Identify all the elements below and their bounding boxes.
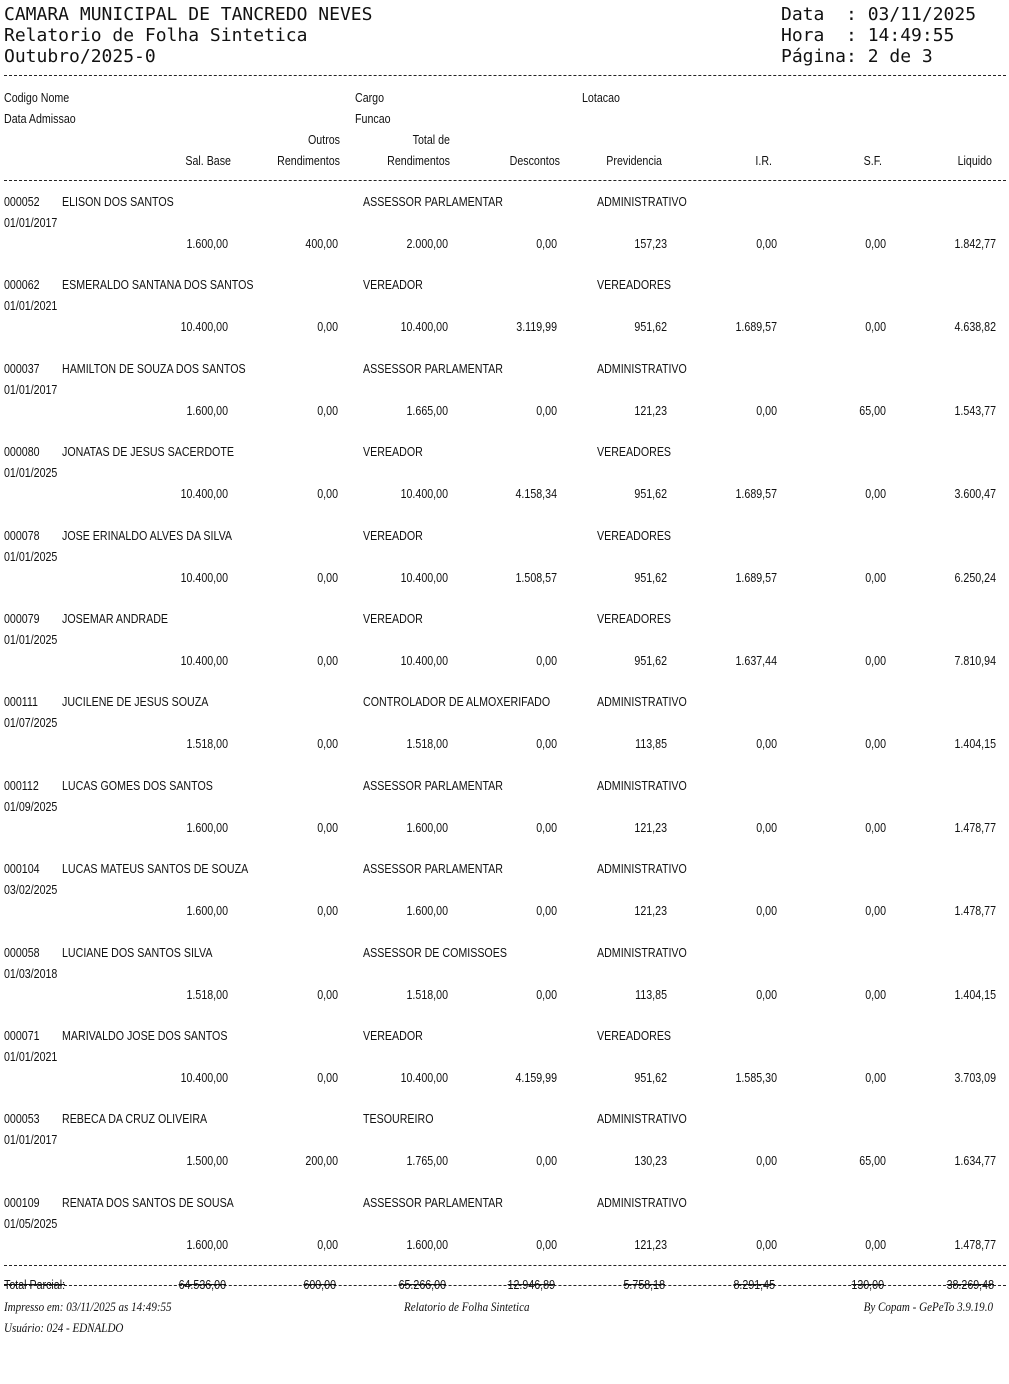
totals-descontos: 12.946,89 — [507, 1277, 555, 1292]
col-total-2: Rendimentos — [387, 153, 450, 168]
employee-name: JONATAS DE JESUS SACERDOTE — [62, 444, 234, 459]
employee-liquido: 1.404,15 — [954, 736, 996, 751]
employee-ir: 0,00 — [756, 903, 777, 918]
employee-name: JOSEMAR ANDRADE — [62, 611, 169, 626]
employee-sal-base: 10.400,00 — [180, 653, 228, 668]
employee-record — [0, 444, 1009, 528]
employee-record — [0, 277, 1009, 361]
employee-sal-base: 10.400,00 — [180, 570, 228, 585]
employee-descontos: 0,00 — [536, 736, 557, 751]
employee-sal-base: 1.518,00 — [186, 987, 228, 1002]
employee-ir: 1.689,57 — [735, 319, 777, 334]
employee-previdencia: 951,62 — [634, 1070, 667, 1085]
employee-admissao: 03/02/2025 — [4, 882, 58, 897]
totals-label: Total Parcial: — [4, 1277, 66, 1292]
employee-ir: 0,00 — [756, 403, 777, 418]
col-lotacao: Lotacao — [582, 90, 620, 105]
report-title: Relatorio de Folha Sintetica — [4, 25, 308, 46]
employee-lotacao: ADMINISTRATIVO — [597, 194, 687, 209]
employee-descontos: 0,00 — [536, 1153, 557, 1168]
report-date: Data : 03/11/2025 — [781, 4, 977, 25]
org-name: CAMARA MUNICIPAL DE TANCREDO NEVES — [4, 4, 373, 25]
totals-total: 65.266,00 — [398, 1277, 446, 1292]
employee-sal-base: 1.500,00 — [186, 1153, 228, 1168]
employee-record — [0, 861, 1009, 945]
employee-outros: 0,00 — [317, 319, 338, 334]
employee-sf: 65,00 — [859, 403, 886, 418]
employee-total: 1.518,00 — [406, 736, 448, 751]
employee-previdencia: 121,23 — [634, 820, 667, 835]
totals-strike — [4, 1285, 1006, 1286]
totals-outros: 600,00 — [303, 1277, 336, 1292]
employee-outros: 0,00 — [317, 736, 338, 751]
employee-cargo: TESOUREIRO — [363, 1111, 434, 1126]
employee-previdencia: 113,85 — [635, 736, 667, 751]
employee-admissao: 01/01/2021 — [4, 1049, 58, 1064]
employee-descontos: 4.159,99 — [515, 1070, 557, 1085]
employee-record — [0, 194, 1009, 278]
employee-code: 000071 — [4, 1028, 40, 1043]
employee-admissao: 01/09/2025 — [4, 799, 58, 814]
col-previdencia: Previdencia — [606, 153, 662, 168]
employee-liquido: 1.543,77 — [954, 403, 996, 418]
employee-lotacao: VEREADORES — [597, 444, 672, 459]
employee-lotacao: ADMINISTRATIVO — [597, 361, 687, 376]
employee-previdencia: 130,23 — [634, 1153, 667, 1168]
employee-outros: 200,00 — [305, 1153, 338, 1168]
employee-sal-base: 1.600,00 — [186, 1237, 228, 1252]
employee-sf: 0,00 — [865, 1237, 886, 1252]
employee-admissao: 01/01/2017 — [4, 215, 58, 230]
employee-sf: 0,00 — [865, 570, 886, 585]
employee-liquido: 7.810,94 — [954, 653, 996, 668]
divider — [4, 1265, 1006, 1266]
col-cargo: Cargo — [355, 90, 385, 105]
employee-liquido: 1.634,77 — [954, 1153, 996, 1168]
employee-name: JOSE ERINALDO ALVES DA SILVA — [62, 528, 233, 543]
employee-outros: 0,00 — [317, 486, 338, 501]
employee-lotacao: ADMINISTRATIVO — [597, 1195, 687, 1210]
employee-descontos: 3.119,99 — [516, 319, 557, 334]
footer-title: Relatorio de Folha Sintetica — [404, 1299, 530, 1314]
employee-ir: 1.689,57 — [735, 570, 777, 585]
employee-record — [0, 1028, 1009, 1112]
employee-outros: 0,00 — [317, 1070, 338, 1085]
employee-sal-base: 10.400,00 — [180, 486, 228, 501]
employee-total: 10.400,00 — [400, 653, 448, 668]
employee-sf: 0,00 — [865, 653, 886, 668]
employee-admissao: 01/01/2021 — [4, 298, 58, 313]
employee-sf: 0,00 — [865, 1070, 886, 1085]
employee-cargo: VEREADOR — [363, 277, 423, 292]
employee-total: 10.400,00 — [400, 319, 448, 334]
employee-cargo: ASSESSOR PARLAMENTAR — [363, 194, 504, 209]
employee-name: HAMILTON DE SOUZA DOS SANTOS — [62, 361, 246, 376]
col-sal-base: Sal. Base — [185, 153, 231, 168]
employee-code: 000053 — [4, 1111, 40, 1126]
employee-liquido: 1.842,77 — [954, 236, 996, 251]
employee-previdencia: 121,23 — [634, 403, 667, 418]
employee-cargo: ASSESSOR PARLAMENTAR — [363, 778, 504, 793]
employee-previdencia: 113,85 — [635, 987, 667, 1002]
employee-outros: 0,00 — [317, 570, 338, 585]
employee-admissao: 01/01/2017 — [4, 382, 58, 397]
employee-record — [0, 361, 1009, 445]
employee-sf: 0,00 — [865, 486, 886, 501]
employee-record — [0, 1195, 1009, 1279]
col-data-admissao: Data Admissao — [4, 111, 76, 126]
employee-cargo: VEREADOR — [363, 611, 423, 626]
col-outros-1: Outros — [308, 132, 340, 147]
employee-code: 000037 — [4, 361, 40, 376]
employee-admissao: 01/01/2025 — [4, 632, 58, 647]
employee-name: LUCIANE DOS SANTOS SILVA — [62, 945, 213, 960]
employee-sf: 65,00 — [859, 1153, 886, 1168]
employee-cargo: ASSESSOR DE COMISSOES — [363, 945, 507, 960]
employee-name: ELISON DOS SANTOS — [62, 194, 174, 209]
employee-record — [0, 945, 1009, 1029]
employee-sf: 0,00 — [865, 236, 886, 251]
employee-code: 000052 — [4, 194, 40, 209]
employee-previdencia: 951,62 — [634, 653, 667, 668]
col-total-1: Total de — [412, 132, 450, 147]
totals-sal-base: 64.536,00 — [178, 1277, 226, 1292]
employee-total: 1.765,00 — [406, 1153, 448, 1168]
employee-ir: 0,00 — [756, 1153, 777, 1168]
employee-sal-base: 10.400,00 — [180, 319, 228, 334]
employee-lotacao: VEREADORES — [597, 277, 672, 292]
report-time: Hora : 14:49:55 — [781, 25, 955, 46]
employee-sf: 0,00 — [865, 319, 886, 334]
employee-record — [0, 778, 1009, 862]
employee-admissao: 01/05/2025 — [4, 1216, 58, 1231]
employee-liquido: 6.250,24 — [954, 570, 996, 585]
employee-outros: 0,00 — [317, 1237, 338, 1252]
employee-total: 1.600,00 — [406, 1237, 448, 1252]
employee-lotacao: ADMINISTRATIVO — [597, 778, 687, 793]
employee-sal-base: 1.600,00 — [186, 903, 228, 918]
employee-lotacao: ADMINISTRATIVO — [597, 945, 687, 960]
footer-printed: Impresso em: 03/11/2025 as 14:49:55 — [4, 1299, 172, 1314]
employee-code: 000079 — [4, 611, 40, 626]
totals-liquido: 38.269,48 — [946, 1277, 994, 1292]
page-indicator: Página: 2 de 3 — [781, 46, 933, 67]
employee-descontos: 0,00 — [536, 236, 557, 251]
employee-record — [0, 611, 1009, 695]
employee-lotacao: ADMINISTRATIVO — [597, 861, 687, 876]
employee-name: LUCAS MATEUS SANTOS DE SOUZA — [62, 861, 249, 876]
employee-ir: 0,00 — [756, 236, 777, 251]
employee-ir: 0,00 — [756, 736, 777, 751]
report-period: Outubro/2025-0 — [4, 46, 156, 67]
col-descontos: Descontos — [509, 153, 560, 168]
employee-ir: 1.637,44 — [735, 653, 777, 668]
employee-sf: 0,00 — [865, 987, 886, 1002]
employee-ir: 1.585,30 — [735, 1070, 777, 1085]
employee-descontos: 0,00 — [536, 403, 557, 418]
employee-cargo: ASSESSOR PARLAMENTAR — [363, 361, 504, 376]
employee-name: RENATA DOS SANTOS DE SOUSA — [62, 1195, 234, 1210]
employee-outros: 0,00 — [317, 403, 338, 418]
employee-cargo: ASSESSOR PARLAMENTAR — [363, 861, 504, 876]
employee-liquido: 1.478,77 — [954, 1237, 996, 1252]
employee-admissao: 01/03/2018 — [4, 966, 58, 981]
employee-sf: 0,00 — [865, 820, 886, 835]
employee-liquido: 1.404,15 — [954, 987, 996, 1002]
employee-previdencia: 951,62 — [634, 319, 667, 334]
employee-total: 2.000,00 — [406, 236, 448, 251]
employee-code: 000078 — [4, 528, 40, 543]
totals-sf: 130,00 — [851, 1277, 884, 1292]
employee-outros: 0,00 — [317, 653, 338, 668]
col-ir: I.R. — [755, 153, 772, 168]
col-liquido: Liquido — [957, 153, 992, 168]
totals-previdencia: 5.758,18 — [623, 1277, 665, 1292]
employee-sf: 0,00 — [865, 903, 886, 918]
employee-sal-base: 10.400,00 — [180, 1070, 228, 1085]
employee-code: 000062 — [4, 277, 40, 292]
employee-descontos: 0,00 — [536, 1237, 557, 1252]
employee-cargo: VEREADOR — [363, 528, 423, 543]
employee-total: 10.400,00 — [400, 570, 448, 585]
employee-total: 1.600,00 — [406, 820, 448, 835]
employee-lotacao: VEREADORES — [597, 528, 672, 543]
employee-cargo: CONTROLADOR DE ALMOXERIFADO — [363, 694, 551, 709]
employee-admissao: 01/01/2025 — [4, 465, 58, 480]
employee-lotacao: VEREADORES — [597, 1028, 672, 1043]
employee-cargo: VEREADOR — [363, 444, 423, 459]
footer-by: By Copam - GePeTo 3.9.19.0 — [863, 1299, 993, 1314]
employee-liquido: 3.703,09 — [954, 1070, 996, 1085]
employee-name: ESMERALDO SANTANA DOS SANTOS — [62, 277, 254, 292]
employee-total: 10.400,00 — [400, 486, 448, 501]
employee-sal-base: 1.600,00 — [186, 820, 228, 835]
employee-descontos: 0,00 — [536, 903, 557, 918]
employee-sf: 0,00 — [865, 736, 886, 751]
employee-sal-base: 1.600,00 — [186, 403, 228, 418]
employee-outros: 400,00 — [305, 236, 338, 251]
employee-ir: 0,00 — [756, 820, 777, 835]
employee-record — [0, 694, 1009, 778]
employee-name: JUCILENE DE JESUS SOUZA — [62, 694, 209, 709]
employee-total: 1.600,00 — [406, 903, 448, 918]
employee-total: 1.518,00 — [406, 987, 448, 1002]
employee-descontos: 0,00 — [536, 820, 557, 835]
employee-name: REBECA DA CRUZ OLIVEIRA — [62, 1111, 208, 1126]
employee-ir: 1.689,57 — [735, 486, 777, 501]
employee-descontos: 4.158,34 — [515, 486, 557, 501]
employee-code: 000111 — [4, 694, 38, 709]
employee-ir: 0,00 — [756, 987, 777, 1002]
employee-descontos: 0,00 — [536, 653, 557, 668]
employee-liquido: 4.638,82 — [954, 319, 996, 334]
employee-name: MARIVALDO JOSE DOS SANTOS — [62, 1028, 228, 1043]
employee-code: 000109 — [4, 1195, 40, 1210]
employee-outros: 0,00 — [317, 903, 338, 918]
employee-record — [0, 528, 1009, 612]
col-sf: S.F. — [863, 153, 882, 168]
employee-sal-base: 1.600,00 — [186, 236, 228, 251]
col-funcao: Funcao — [355, 111, 391, 126]
employee-record — [0, 1111, 1009, 1195]
employee-sal-base: 1.518,00 — [186, 736, 228, 751]
employee-cargo: ASSESSOR PARLAMENTAR — [363, 1195, 504, 1210]
footer-user: Usuário: 024 - EDNALDO — [4, 1320, 124, 1335]
employee-admissao: 01/07/2025 — [4, 715, 58, 730]
employee-code: 000058 — [4, 945, 40, 960]
totals-ir: 8.291,45 — [733, 1277, 775, 1292]
divider — [4, 180, 1006, 181]
employee-outros: 0,00 — [317, 820, 338, 835]
employee-lotacao: ADMINISTRATIVO — [597, 694, 687, 709]
col-codigo-nome: Codigo Nome — [4, 90, 70, 105]
employee-descontos: 0,00 — [536, 987, 557, 1002]
employee-total: 1.665,00 — [406, 403, 448, 418]
employee-previdencia: 121,23 — [634, 1237, 667, 1252]
employee-previdencia: 951,62 — [634, 486, 667, 501]
employee-code: 000104 — [4, 861, 40, 876]
employee-admissao: 01/01/2025 — [4, 549, 58, 564]
divider — [4, 75, 1006, 76]
employee-code: 000112 — [4, 778, 39, 793]
employee-liquido: 1.478,77 — [954, 903, 996, 918]
employee-previdencia: 951,62 — [634, 570, 667, 585]
employee-code: 000080 — [4, 444, 40, 459]
employee-descontos: 1.508,57 — [515, 570, 557, 585]
employee-total: 10.400,00 — [400, 1070, 448, 1085]
employee-name: LUCAS GOMES DOS SANTOS — [62, 778, 213, 793]
employee-liquido: 3.600,47 — [954, 486, 996, 501]
employee-liquido: 1.478,77 — [954, 820, 996, 835]
col-outros-2: Rendimentos — [277, 153, 340, 168]
employee-admissao: 01/01/2017 — [4, 1132, 58, 1147]
employee-cargo: VEREADOR — [363, 1028, 423, 1043]
employee-lotacao: ADMINISTRATIVO — [597, 1111, 687, 1126]
employee-lotacao: VEREADORES — [597, 611, 672, 626]
employee-outros: 0,00 — [317, 987, 338, 1002]
employee-previdencia: 157,23 — [634, 236, 667, 251]
employee-ir: 0,00 — [756, 1237, 777, 1252]
employee-previdencia: 121,23 — [634, 903, 667, 918]
